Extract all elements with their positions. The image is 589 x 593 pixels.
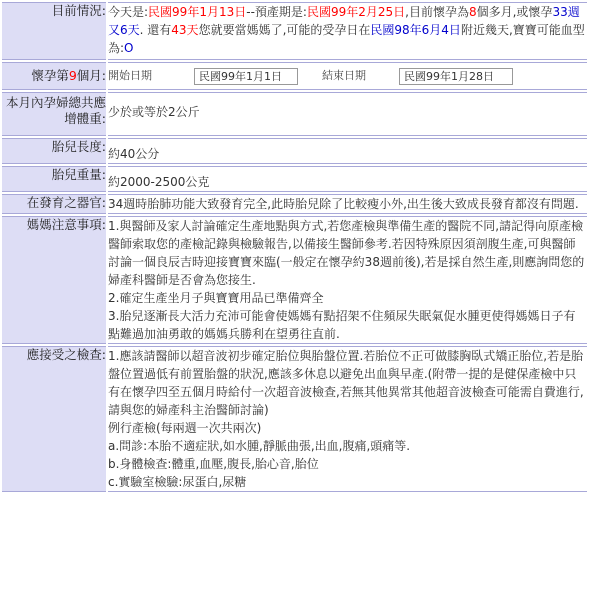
- exams-value: [108, 346, 587, 492]
- due-date: 民國99年2月25日: [306, 5, 406, 19]
- organs-row: [2, 194, 587, 214]
- weeks-days: 33週又6天: [108, 5, 580, 37]
- start-date-field: 民國99年1月1日: [194, 68, 298, 85]
- today-date: 民國99年1月13日: [148, 5, 247, 19]
- exam-item: c.實驗室檢驗:尿蛋白,尿糖: [108, 475, 247, 489]
- status-row: [2, 2, 587, 60]
- notes-row: [2, 216, 587, 344]
- weight-gain-value: 少於或等於2公斤: [108, 92, 587, 136]
- start-date-label: 開始日期: [108, 69, 152, 82]
- status-label: 目前情況:: [2, 2, 106, 60]
- exams-label: 應接受之檢查:: [2, 346, 106, 492]
- blood-type: O: [124, 41, 134, 55]
- fetal-weight-value: 約2000-2500公克: [108, 166, 587, 192]
- end-date-field: 民國99年1月28日: [399, 68, 513, 85]
- months-count: 8: [468, 5, 477, 19]
- status-value: 今天是:民國99年1月13日--預產期是:民國99年2月25日,目前懷孕為8個多月,或懷孕33週又6天. 還有43天您就要當媽媽了,可能的受孕日在民國98年6月4日附近幾天,寶寶可能血型為:O: [108, 2, 587, 60]
- end-date-label: 結束日期: [322, 69, 366, 82]
- fetal-length-row: [2, 138, 587, 164]
- organs-label: 在發育之器官:: [2, 194, 106, 214]
- month-row: [2, 62, 587, 90]
- notes-item: 3.胎兒逐漸長大活力充沛可能會使媽媽有點招架不住頻尿失眠氣促水腫更使得媽媽日子有點難過加油勇敢的媽媽兵勝利在望勇往直前.: [108, 309, 576, 341]
- weight-gain-label: 本月內孕婦總共應增體重:: [2, 92, 106, 136]
- fetal-length-value: 約40公分: [108, 138, 587, 164]
- notes-item: 2.確定生產坐月子與寶寶用品已準備齊全: [108, 291, 324, 305]
- exam-item: 1.應該請醫師以超音波初步確定胎位與胎盤位置.若胎位不正可做膝胸臥式矯正胎位,若是胎盤位置過低有前置胎盤的狀況,應該多休息以避免出血與早產.(附帶一提的是健保產檢中只有在懷孕四至五個月時給付一次超音波檢查,若無其他異常其他超音波檢查可能需自費進行,請與您的婦產科主治醫師討論): [108, 349, 584, 417]
- exam-item: a.問診:本胎不適症狀,如水腫,靜脈曲張,出血,腹痛,頭痛等.: [108, 439, 411, 453]
- weight-gain-row: [2, 92, 587, 136]
- notes-value: [108, 216, 587, 344]
- fetal-weight-row: [2, 166, 587, 192]
- organs-value: 34週時胎肺功能大致發育完全,此時胎兒除了比較瘦小外,出生後大致成長發育都沒有問題.: [108, 194, 587, 214]
- notes-item: 1.與醫師及家人討論確定生產地點與方式,若您產檢與準備生產的醫院不同,請記得向原產檢醫師索取您的產檢記錄與檢驗報告,以備接生醫師參考.若因特殊原因須剖腹生產,可與醫師討論一個良辰吉時迎接寶寶來臨(一般定在懷孕約38週前後),若是採自然生產,則應詢問您的婦產科醫師是否會為您接生.: [108, 219, 585, 287]
- fetal-weight-label: 胎兒重量:: [2, 166, 106, 192]
- month-dates: [108, 62, 587, 90]
- fetal-length-label: 胎兒長度:: [2, 138, 106, 164]
- exam-item: b.身體檢查:體重,血壓,腹長,胎心音,胎位: [108, 457, 319, 471]
- month-label: 懷孕第9個月:: [2, 62, 106, 90]
- notes-label: 媽媽注意事項:: [2, 216, 106, 344]
- exam-item: 例行產檢(每兩週一次共兩次): [108, 421, 262, 435]
- remaining-days: 43天: [171, 23, 199, 37]
- conception-date: 民國98年6月4日: [370, 23, 461, 37]
- exams-row: [2, 346, 587, 492]
